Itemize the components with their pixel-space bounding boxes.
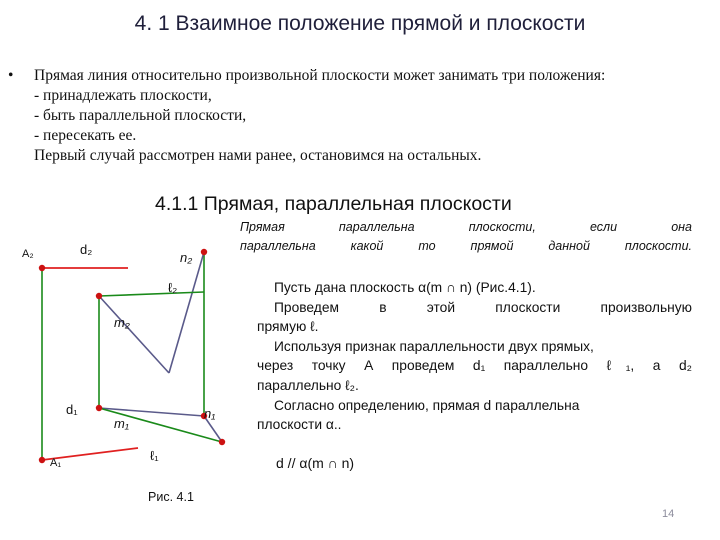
intro-line: - принадлежать плоскости, xyxy=(34,87,212,104)
slide-title: 4. 1 Взаимное положение прямой и плоскости xyxy=(134,12,586,35)
point-n2-top xyxy=(201,249,207,255)
label-l1: ℓ₁ xyxy=(150,448,159,463)
label-a2: A₂ xyxy=(22,248,34,260)
label-n1: n₁ xyxy=(204,406,216,421)
intro-line: - пересекать ее. xyxy=(34,127,137,144)
intro-line: Прямая линия относительно произвольной плоскости может занимать три положения: xyxy=(34,67,606,84)
explanation-line: Пусть дана плоскость α(m ∩ n) (Рис.4.1). xyxy=(274,280,536,295)
point-l1-start xyxy=(96,405,102,411)
line-n2 xyxy=(169,252,204,373)
figure-caption: Рис. 4.1 xyxy=(148,490,194,504)
label-a1: A₁ xyxy=(50,457,62,469)
bullet-marker: • xyxy=(8,67,14,84)
explanation-line: параллельно ℓ₂. xyxy=(257,377,359,393)
figure-4-1 xyxy=(0,0,260,490)
explanation-line: прямую ℓ. xyxy=(257,319,319,335)
section-subtitle: 4.1.1 Прямая, параллельная плоскости xyxy=(155,193,512,215)
label-m1: m₁ xyxy=(114,416,129,431)
conclusion-formula: d // α(m ∩ n) xyxy=(276,455,355,471)
point-a2 xyxy=(39,265,45,271)
point-l2-start xyxy=(96,293,102,299)
label-m2: m₂ xyxy=(114,315,130,330)
point-n1-end xyxy=(219,439,225,445)
label-d2: d₂ xyxy=(80,242,93,257)
definition-text xyxy=(240,218,692,256)
label-n2: n₂ xyxy=(180,250,193,265)
explanation-line: Используя признак параллельности двух прямых, xyxy=(274,338,594,354)
definition-line: параллельна какой то прямой данной плоскости. xyxy=(240,239,692,253)
explanation-line: плоскости α.. xyxy=(257,417,342,433)
page-number: 14 xyxy=(662,508,675,520)
explanation-text xyxy=(257,278,692,435)
label-l2: ℓ₂ xyxy=(168,280,178,295)
definition-line: Прямая параллельна плоскости, если она xyxy=(240,220,692,234)
point-a1 xyxy=(39,457,45,463)
label-d1: d₁ xyxy=(66,402,78,417)
intro-line: Первый случай рассмотрен нами ранее, остановимся на остальных. xyxy=(34,147,482,164)
explanation-line: Согласно определению, прямая d параллельна xyxy=(274,397,580,413)
intro-line: - быть параллельной плоскости, xyxy=(34,107,247,124)
line-m2 xyxy=(99,296,169,373)
line-l2 xyxy=(99,292,204,296)
explanation-line: через точку А проведем d₁ параллельно ℓ₁, а d₂ xyxy=(257,358,692,374)
explanation-line: Проведем в этой плоскости произвольную xyxy=(274,299,692,315)
